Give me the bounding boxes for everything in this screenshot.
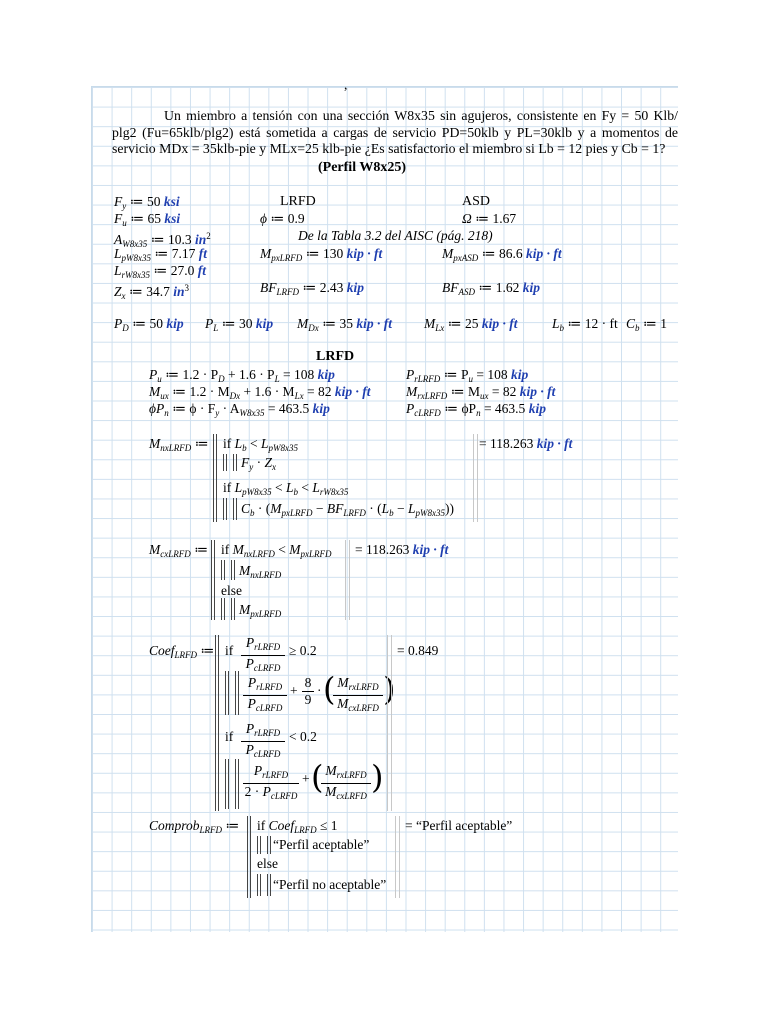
calc-pr: $P_{rLRFD}$ ≔ $P_u = 108$ kip xyxy=(406,367,529,384)
load-mlx: $M_{Lx}$ ≔ 25 kip · ft xyxy=(424,316,518,333)
def-mpx-asd: $M_{pxASD}$ ≔ 86.6 kip · ft xyxy=(442,246,562,263)
mcx-result: = 118.263 kip · ft xyxy=(355,542,449,557)
top-mark: , xyxy=(344,77,348,92)
def-omega: Ω ≔ 1.67 xyxy=(462,211,517,226)
calc-mrx: $M_{rxLRFD}$ ≔ $M_{ux} = 82$ kip · ft xyxy=(406,384,556,401)
def-phi: ϕ ≔ 0.9 xyxy=(260,211,305,226)
def-zx: $Z_x$ ≔ 34.7 $in^3$ xyxy=(114,283,189,301)
def-area: $A_{W8x35}$ ≔ 10.3 $in^2$ xyxy=(114,231,211,249)
def-lp: $L_{pW8x35}$ ≔ 7.17 ft xyxy=(114,246,207,263)
worksheet xyxy=(91,77,678,932)
comprob-result: = “Perfil aceptable” xyxy=(405,818,513,833)
coef-result: = 0.849 xyxy=(397,643,439,658)
def-lr: $L_{rW8x35}$ ≔ 27.0 ft xyxy=(114,263,206,280)
load-mdx: $M_{Dx}$ ≔ 35 kip · ft xyxy=(297,316,392,333)
calc-mux: $M_{ux}$ ≔ $1.2 \cdot M_{Dx} + 1.6 \cdot M_{Lx} = 82$ kip · ft xyxy=(149,384,371,401)
comprob-reject: “Perfil no aceptable” xyxy=(273,877,387,892)
problem-statement: Un miembro a tensión con una sección W8x35 sin agujeros, consistente en Fy = 50 Klb/ plg2 (Fu=65klb/plg2) está sometida a cargas de servicio PD=50klb y PL=30klb y a momentos de servicio MDx = 35klb-pie y MLx=25 klb-pie ¿Es satisfactorio el miembro si Lb = 12 pies y Cb = 1? xyxy=(112,108,678,156)
load-cb: $C_b$ ≔ 1 xyxy=(626,316,667,333)
def-bf-asd: $BF_{ASD}$ ≔ 1.62 kip xyxy=(442,280,540,297)
table-reference: De la Tabla 3.2 del AISC (pág. 218) xyxy=(298,228,493,243)
def-fy: $F_y$ ≔ 50 ksi xyxy=(114,194,180,211)
load-pd: $P_D$ ≔ 50 kip xyxy=(114,316,184,333)
mnx-result: = 118.263 kip · ft xyxy=(479,436,573,451)
mnx-program: $M_{nxLRFD}$ ≔ if $L_b < L_{pW8x35}$ $F_y \cdot Z_x$ if $L_{pW8x35} < L_b < L_{rW8x35}$ $C_b \cdot (M_{pxLRFD} - BF_{LRFD} \cdot (L_b - L_{pW8x35}))$ = 118.263 kip · ft xyxy=(149,434,669,524)
lrfd-section-title: LRFD xyxy=(316,349,355,364)
header-asd: ASD xyxy=(462,194,491,209)
def-mpx-lrfd: $M_{pxLRFD}$ ≔ 130 kip · ft xyxy=(260,246,383,263)
coef-program: Coef$_{LRFD}$ ≔ if $P_{rLRFD}$ $P_{cLRFD}$ ≥ 0.2 $P_{rLRFD}$ $P_{cLRFD}$ + $\frac{8}{9}$ · ( $M_{rxLRFD}$ $M_{cxLRFD}$ ) if $P_{rLRFD}$ $P_{cLRFD}$ < 0.2 $P_{rLRFD}$ $2 \cdot P_{cLRFD}$ + ( $M_{rxLRFD}$ $M_{cxLRFD}$ ) = 0.849 xyxy=(149,635,669,811)
comprob-accept: “Perfil aceptable” xyxy=(273,837,370,852)
profile-title: (Perfil W8x25) xyxy=(318,160,406,175)
load-lb: $L_b$ ≔ 12 · ft xyxy=(552,316,618,333)
calc-pu: $P_u$ ≔ $1.2 \cdot P_D + 1.6 \cdot P_L = 108$ kip xyxy=(149,367,335,384)
calc-phipn: $\phi P_n$ ≔ $\phi \cdot F_y \cdot A_{W8x35} = 463.5$ kip xyxy=(149,401,330,418)
header-lrfd: LRFD xyxy=(280,194,316,209)
calc-pc: $P_{cLRFD}$ ≔ $\phi P_n = 463.5$ kip xyxy=(406,401,546,418)
comprob-program: Comprob$_{LRFD}$ ≔ if Coef$_{LRFD}$ ≤ 1 “Perfil aceptable” else “Perfil no aceptable” = “Perfil aceptable” xyxy=(149,816,669,900)
def-bf-lrfd: $BF_{LRFD}$ ≔ 2.43 kip xyxy=(260,280,364,297)
def-fu: $F_u$ ≔ 65 ksi xyxy=(114,211,181,228)
mcx-program: $M_{cxLRFD}$ ≔ if $M_{nxLRFD} < M_{pxLRFD}$ $M_{nxLRFD}$ else $M_{pxLRFD}$ = 118.263 kip · ft xyxy=(149,542,449,619)
load-pl: $P_L$ ≔ 30 kip xyxy=(205,316,274,333)
